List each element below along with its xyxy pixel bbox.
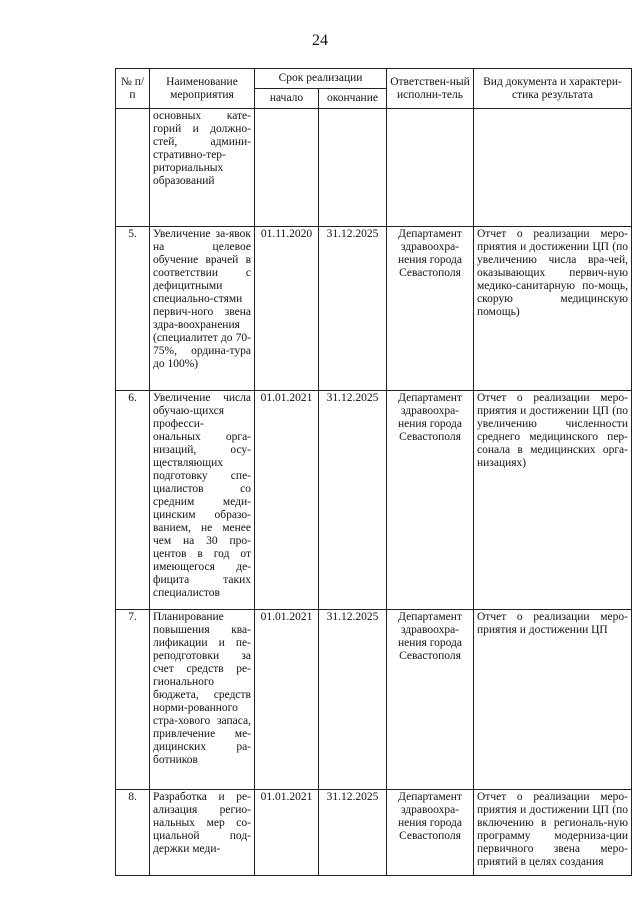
cell-end: 31.12.2025 — [319, 610, 387, 790]
cell-end: 31.12.2025 — [319, 391, 387, 610]
header-name: Наименование мероприятия — [150, 69, 255, 109]
cell-document: Отчет о реализации меро-приятия и достижении ЦП — [474, 610, 632, 790]
header-start: начало — [255, 89, 319, 109]
header-end: окончание — [319, 89, 387, 109]
table-row — [116, 109, 632, 227]
table-row — [116, 391, 632, 610]
cell-name: Увеличение числа обучаю-щихся професси-ональных орга-низаций, осу-ществляющих подготовку спе-циалистов со средним меди-цинским образо-ванием, не менее чем на 30 про-центов в год от имеющегося де-фицита таких специалистов — [150, 391, 255, 610]
table-body — [116, 109, 632, 876]
cell-num: 6. — [116, 391, 150, 610]
table-header — [116, 69, 632, 109]
table-row — [116, 790, 632, 876]
page-number: 24 — [312, 32, 328, 49]
cell-name: основных кате-горий и должно-стей, админи-стративно-тер-риториальных образований — [150, 109, 255, 227]
cell-num — [116, 109, 150, 227]
cell-num: 8. — [116, 790, 150, 876]
header-period: Срок реализации — [255, 69, 387, 89]
table-row — [116, 227, 632, 391]
cell-start: 01.01.2021 — [255, 790, 319, 876]
header-responsible: Ответствен-ный исполни-тель — [387, 69, 474, 109]
cell-name: Увеличение за-явок на целевое обучение врачей в соответствии с дефицитными специально-стями первич-ного звена здра-воохранения (специалитет до 70-75%, ордина-тура до 100%) — [150, 227, 255, 391]
cell-start — [255, 109, 319, 227]
header-num: № п/п — [116, 69, 150, 109]
cell-document: Отчет о реализации меро-приятия и достижении ЦП (по включению в региональ-ную программу модерниза-ции первичного звена меро-приятий в целях создания — [474, 790, 632, 876]
cell-start: 01.11.2020 — [255, 227, 319, 391]
header-document: Вид документа и характери-стика результата — [474, 69, 632, 109]
cell-name: Разработка и ре-ализация регио-нальных мер со-циальной под-держки меди- — [150, 790, 255, 876]
cell-start: 01.01.2021 — [255, 610, 319, 790]
plan-table — [115, 68, 632, 876]
table-row — [116, 610, 632, 790]
cell-end: 31.12.2025 — [319, 227, 387, 391]
cell-document — [474, 109, 632, 227]
cell-num: 7. — [116, 610, 150, 790]
cell-num: 5. — [116, 227, 150, 391]
cell-document: Отчет о реализации меро-приятия и достижении ЦП (по увеличению численности среднего медицинского пер-сонала в медицинских орга-низациях) — [474, 391, 632, 610]
cell-document: Отчет о реализации меро-приятия и достижении ЦП (по увеличению числа вра-чей, оказывающих первич-ную медико-санитарную по-мощь, скорую медицинскую помощь) — [474, 227, 632, 391]
cell-responsible: Департамент здравоохра-нения города Севастополя — [387, 391, 474, 610]
cell-responsible: Департамент здравоохра-нения города Севастополя — [387, 610, 474, 790]
cell-end — [319, 109, 387, 227]
cell-start: 01.01.2021 — [255, 391, 319, 610]
cell-name: Планирование повышения ква-лификации и пе-реподготовки за счет средств ре-гионального бюджета, средств норми-рованного стра-хового запаса, привлечение ме-дицинских ра-ботников — [150, 610, 255, 790]
cell-responsible: Департамент здравоохра-нения города Севастополя — [387, 227, 474, 391]
cell-responsible: Департамент здравоохра-нения города Севастополя — [387, 790, 474, 876]
cell-end: 31.12.2025 — [319, 790, 387, 876]
cell-responsible — [387, 109, 474, 227]
